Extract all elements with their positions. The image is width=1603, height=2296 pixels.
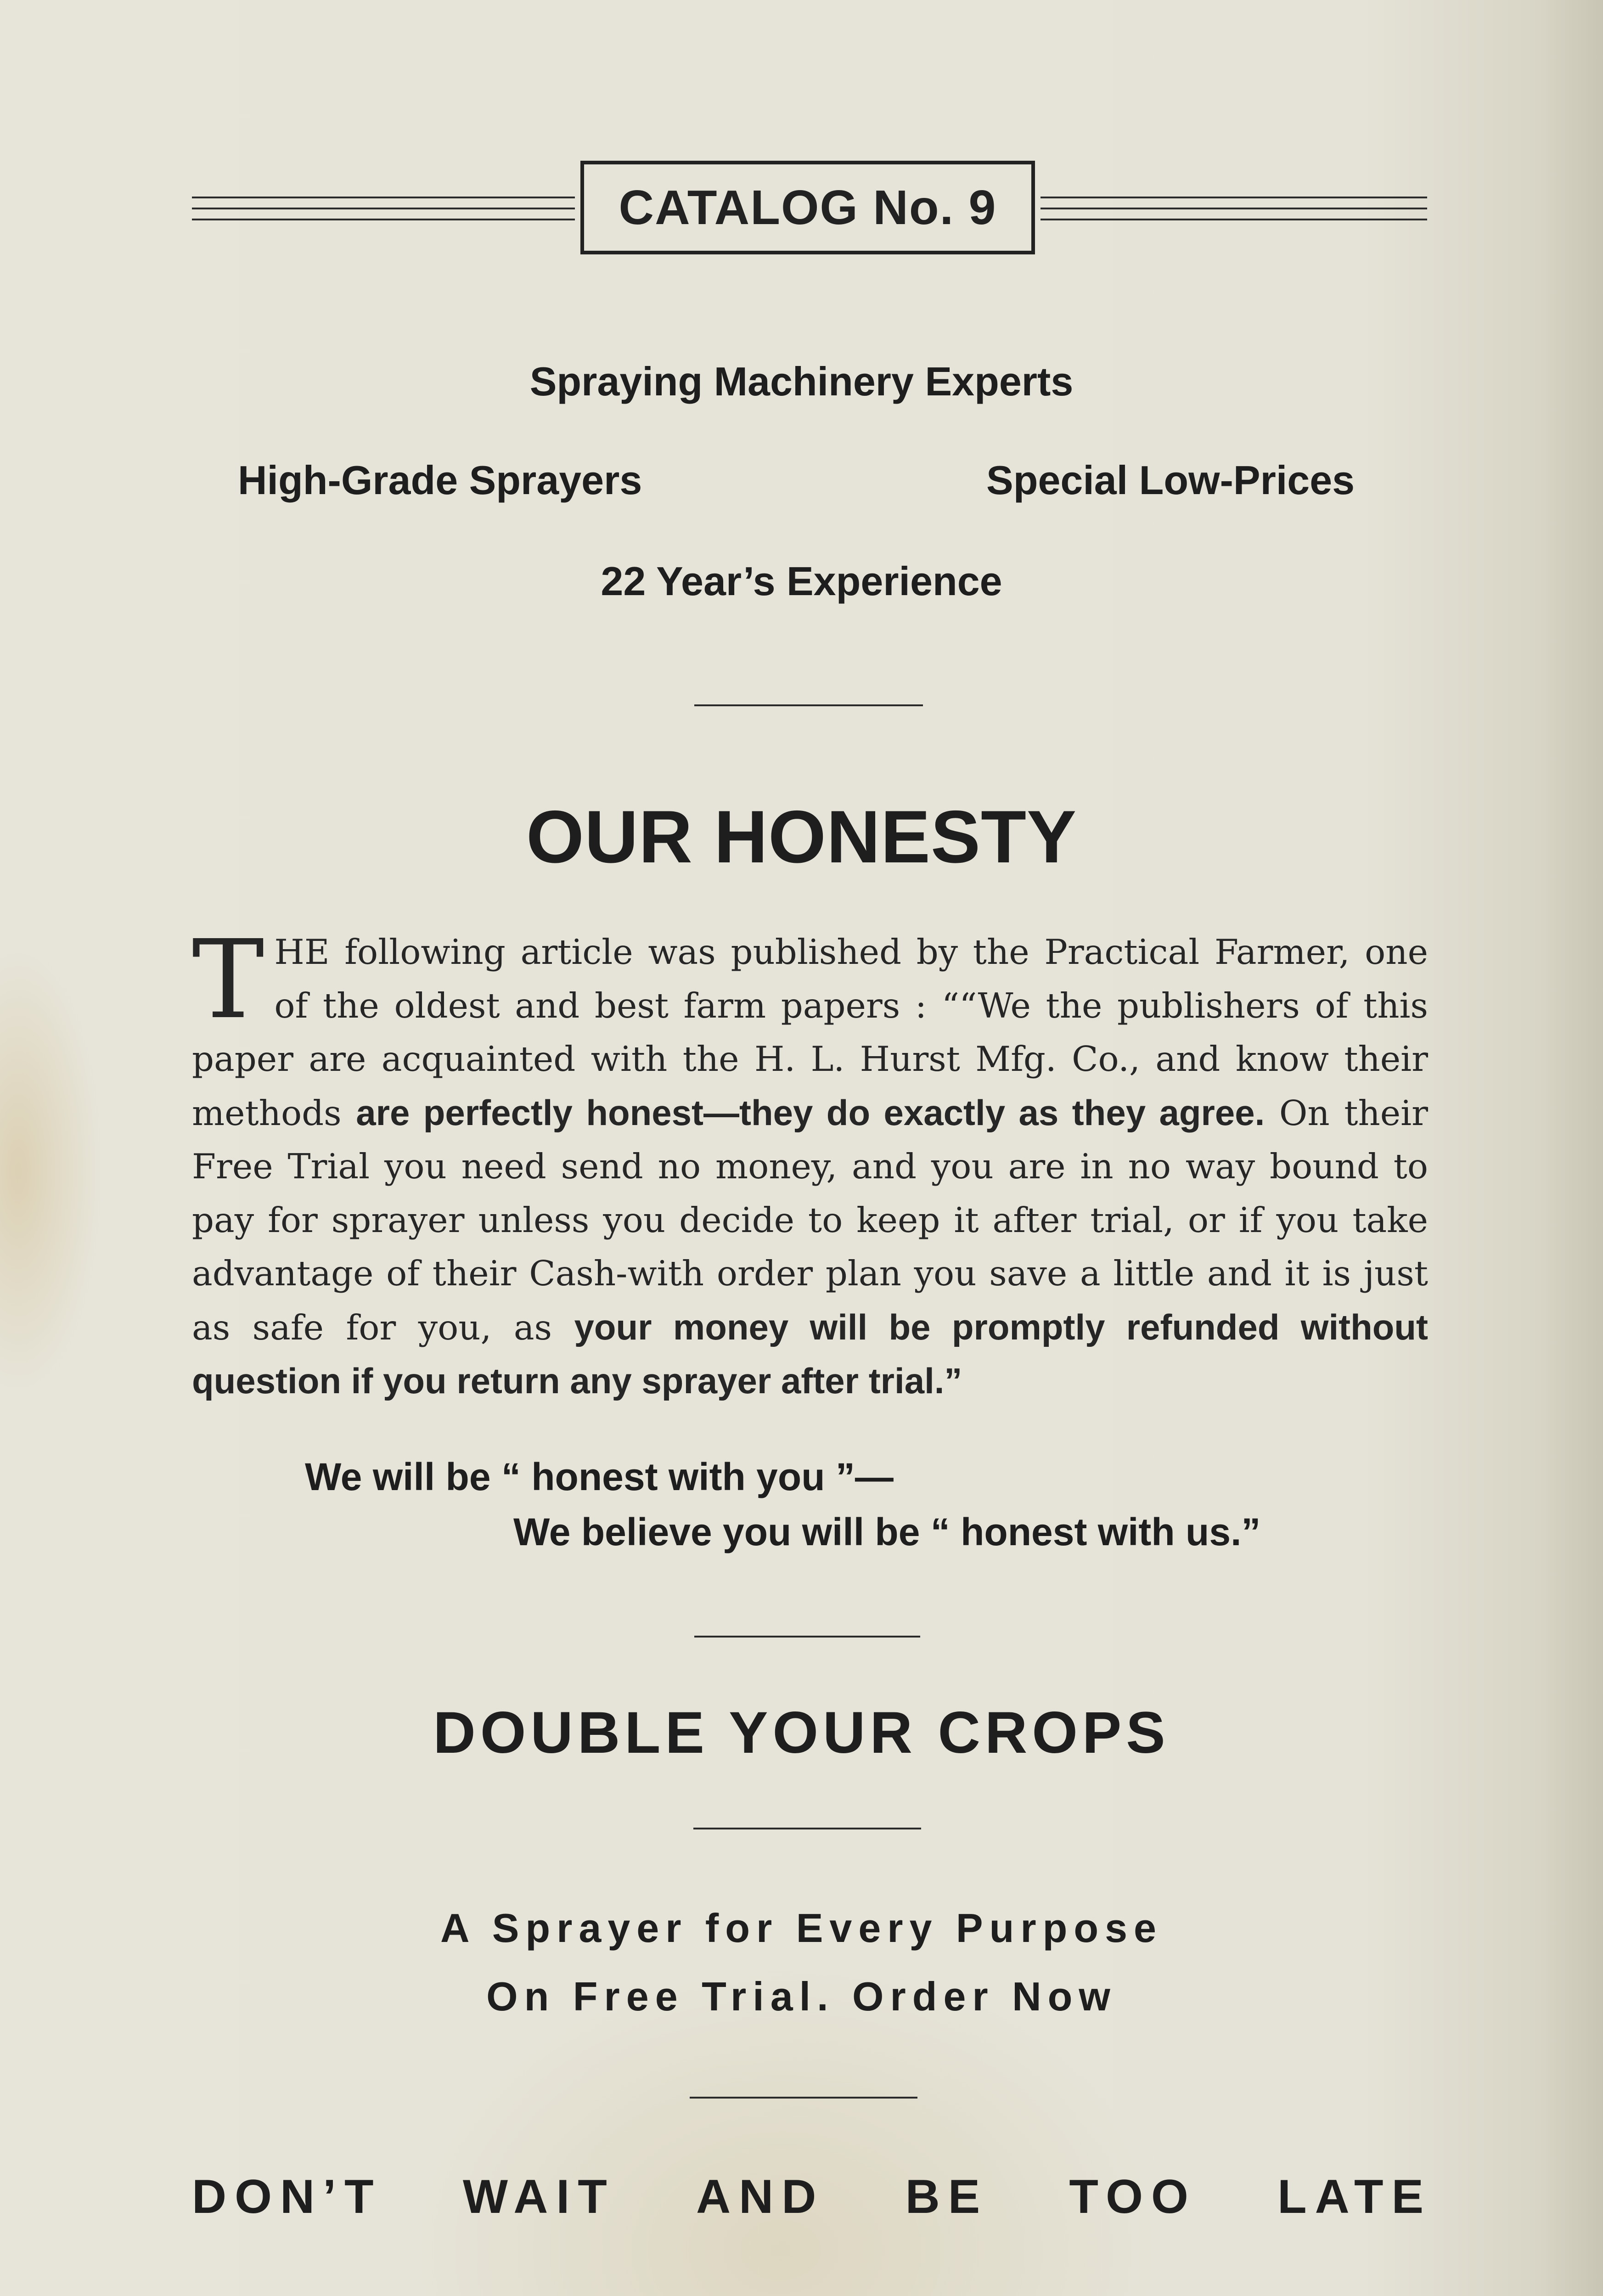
motto-line-2: We believe you will be “ honest with us.” [513, 1510, 1261, 1553]
slogan-word: LATE [1277, 2170, 1432, 2223]
section-title-honesty: OUR HONESTY [526, 795, 1077, 878]
section-title-crops: DOUBLE YOUR CROPS [433, 1700, 1170, 1766]
tagline-experience: 22 Year’s Experience [601, 558, 1002, 604]
tagline-experts: Spraying Machinery Experts [529, 359, 1074, 404]
slogan-word: DON’T [192, 2170, 382, 2223]
divider [690, 2097, 917, 2099]
tagline-high-grade: High-Grade Sprayers [238, 457, 642, 503]
slogan-word: BE [905, 2170, 989, 2223]
motto-line-1: We will be “ honest with you ”— [305, 1455, 894, 1498]
tagline-low-prices: Special Low-Prices [986, 457, 1355, 503]
article-bold-2: your money will be promptly refunded without question if you return any sprayer after trial.” [192, 1306, 1428, 1401]
slogan-word: TOO [1069, 2170, 1197, 2223]
article-text-1: HE following article was published by the Practical Farmer, one of the oldest and best farm papers : ““We the publishers of this paper are acquainted with the H. L. Hurst Mfg. Co., and know their methods [192, 932, 1428, 1133]
divider [693, 1828, 921, 1829]
divider [694, 1636, 920, 1638]
article-bold-1: are perfectly honest—they do exactly as they agree. [356, 1092, 1265, 1133]
divider [694, 704, 923, 706]
closing-slogan [192, 2170, 1432, 2224]
honesty-article [192, 917, 1428, 1408]
header-rule-left [192, 197, 575, 229]
catalog-number-box: CATALOG No. 9 [580, 161, 1035, 254]
article-text-2: On their Free Trial you need send no money, and you are in no way bound to pay for sprayer unless you decide to keep it after trial, or if you take advantage of their Cash-with order plan you save a little and it is just as safe for you, as [192, 1092, 1428, 1348]
drop-cap: T [192, 917, 264, 1043]
catalog-header [192, 161, 1427, 262]
slogan-word: AND [696, 2170, 825, 2223]
offer-line-2: On Free Trial. Order Now [486, 1974, 1117, 2019]
header-rule-right [1041, 197, 1427, 229]
offer-line-1: A Sprayer for Every Purpose [440, 1905, 1163, 1951]
slogan-word: WAIT [462, 2170, 615, 2223]
